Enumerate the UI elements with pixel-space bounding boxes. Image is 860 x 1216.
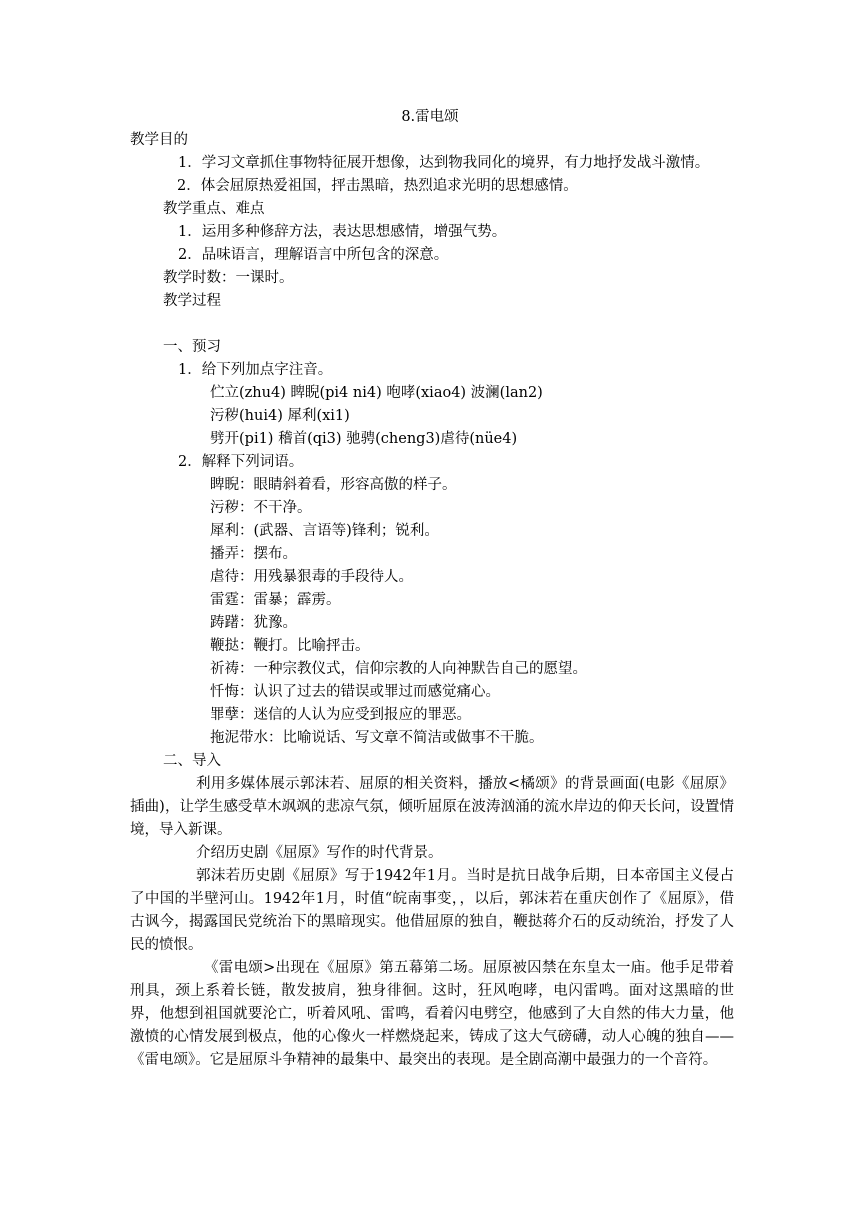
key-point-item-1: 1．运用多种修辞方法，表达思想感情，增强气势。 xyxy=(178,224,507,240)
vocab-item: 播弄：摆布。 xyxy=(210,546,297,562)
objectives-heading: 教学目的 xyxy=(130,132,188,148)
class-hours: 教学时数：一课时。 xyxy=(163,270,294,286)
blank-line xyxy=(130,313,734,336)
document-body xyxy=(130,129,734,1072)
document-title: 8.雷电颂 xyxy=(401,109,459,125)
vocab-item: 拖泥带水：比喻说话、写文章不简洁或做事不干脆。 xyxy=(210,730,544,746)
intro-paragraph-1: 利用多媒体展示郭沫若、屈原的相关资料，播放<橘颂》的背景画面(电影《屈原》插曲)，让学生感受草木飒飒的悲凉气氛，倾听屈原在波涛汹涌的流水岸边的仰天长问，设置情境，导入新课。 xyxy=(130,776,734,838)
vocab-item: 犀利：(武器、言语等)锋利；锐利。 xyxy=(210,523,439,539)
intro-heading: 二、导入 xyxy=(163,753,221,769)
vocab-item: 雷霆：雷暴；霹雳。 xyxy=(210,592,341,608)
pinyin-line: 伫立(zhu4) 睥睨(pi4 ni4) 咆哮(xiao4) 波澜(lan2) xyxy=(210,385,543,401)
intro-paragraph-2: 介绍历史剧《屈原》写作的时代背景。 xyxy=(196,845,443,861)
vocab-item: 虐待：用残暴狠毒的手段待人。 xyxy=(210,569,413,585)
vocab-item: 祈祷：一种宗教仪式，信仰宗教的人向神默告自己的愿望。 xyxy=(210,661,587,677)
intro-paragraph-3: 郭沫若历史剧《屈原》写于1942年1月。当时是抗日战争后期，日本帝国主义侵占了中国的半壁河山。1942年1月，时值“皖南事变，，以后，郭沫若在重庆创作了《屈原》，借古讽今，揭露国民党统治下的黑暗现实。他借屈原的独自，鞭挞蒋介石的反动统治，抒发了人民的愤恨。 xyxy=(130,868,734,953)
objective-item-2: 2．体会屈原热爱祖国，抨击黑暗，热烈追求光明的思想感情。 xyxy=(177,178,578,194)
vocab-item: 污秽：不干净。 xyxy=(210,500,312,516)
vocab-item: 忏悔：认识了过去的错误或罪过而感觉痛心。 xyxy=(210,684,500,700)
pinyin-line: 劈开(pi1) 稽首(qi3) 驰骋(cheng3)虐待(nüe4) xyxy=(210,431,518,447)
pinyin-task: 1．给下列加点字注音。 xyxy=(178,362,333,378)
preview-heading: 一、预习 xyxy=(163,339,221,355)
pinyin-line: 污秽(hui4) 犀利(xi1) xyxy=(210,408,350,424)
intro-paragraph-4: 《雷电颂>出现在《屈原》第五幕第二场。屈原被囚禁在东皇太一庙。他手足带着刑具，颈上系着长链，散发披肩，独身徘徊。这时，狂风咆哮，电闪雷鸣。面对这黑暗的世界，他想到祖国就要沦亡，听着风吼、雷鸣，看着闪电劈空，他感到了大自然的伟大力量，他激愤的心情发展到极点，他的心像火一样燃烧起来，铸成了这大气磅礴，动人心魄的独自——《雷电颂》。它是屈原斗争精神的最集中、最突出的表现。是全剧高潮中最强力的一个音符。 xyxy=(130,960,734,1068)
key-point-item-2: 2．品味语言，理解语言中所包含的深意。 xyxy=(178,247,449,263)
vocab-item: 罪孽：迷信的人认为应受到报应的罪恶。 xyxy=(210,707,471,723)
objective-item-1: 1．学习文章抓住事物特征展开想像，达到物我同化的境界，有力地抒发战斗激情。 xyxy=(178,155,710,171)
process-heading: 教学过程 xyxy=(163,293,221,309)
vocab-item: 睥睨：眼睛斜着看，形容高傲的样子。 xyxy=(210,477,457,493)
vocab-task: 2．解释下列词语。 xyxy=(178,454,304,470)
key-points-heading: 教学重点、难点 xyxy=(163,201,265,217)
vocab-item: 踌躇：犹豫。 xyxy=(210,615,297,631)
vocab-item: 鞭挞：鞭打。比喻抨击。 xyxy=(210,638,370,654)
